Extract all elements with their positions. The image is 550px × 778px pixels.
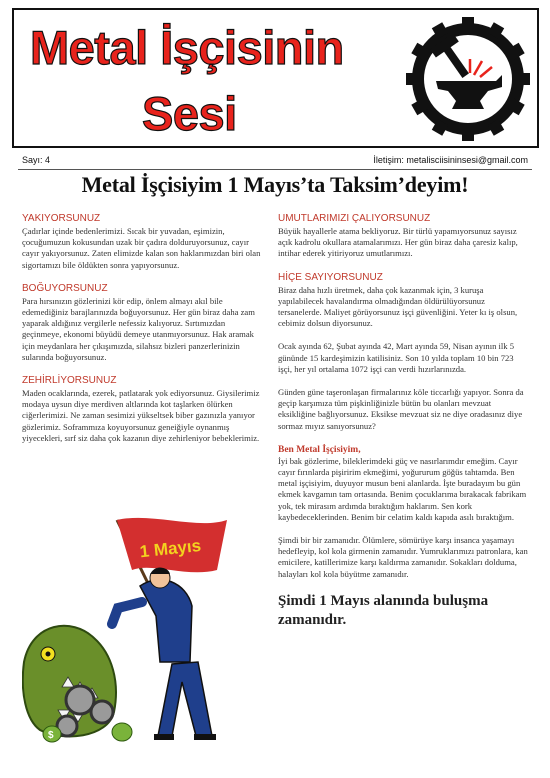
section-title-zehirliyorsunuz: ZEHİRLİYORSUNUZ bbox=[22, 375, 117, 387]
final-paragraph: Şimdi bir bir zamanıdır. Ölümlere, sömürüye karşı insanca yaşamayı hedefleyip, kol kola girmenin zamanıdır. Yumruklarımızı patronlara, kan emicilere, katillerimize karşı kaldırma zamanıdır. Sokakları dolduma, halayları kol kola büyütme zamanıdır. bbox=[278, 535, 528, 579]
flag-text: 1 Mayıs bbox=[138, 535, 202, 562]
anvil-hammer-gear-icon bbox=[405, 16, 531, 142]
section-title-hice-sayiyorsunuz: HİÇE SAYIYORSUNUZ bbox=[278, 271, 383, 283]
manifesto-paragraph: İyi bak gözlerime, bileklerimdeki güç ve nasırlarımdır emeğim. Cayır cayır fırınlarda pişiririm ekmeğimi, yoğururum göğüs tahtamda. Ben metal işçisiyim, duyuyor musun beni alanlarda. İşte buradayım bu gün ekmek kavgamın tam ortasında. Benim çocuklarıma bırakacak fabrikam yok, tek mirasım ardımda bıraktığım haklarım. Sen kork kaybedeceklerinden. Benim bir celatim kaldı kapıda asılı bıraktığım. bbox=[278, 455, 527, 522]
manifesto-title: Ben Metal İşçisiyim, bbox=[278, 444, 361, 455]
stats-paragraph: Ocak ayında 62, Şubat ayında 42, Mart ayında 59, Nisan ayının ilk 5 gününde 15 kardeşimizin katilisiniz. Son 10 yılda toplam 10 bin 723 işçi, her yıl ortalama 1072 işçi can verdi hızırlarınızda. bbox=[278, 341, 515, 374]
money-symbol: $ bbox=[48, 730, 54, 741]
section-text-boguyorsunuz: Para hırsınızın gözlerinizi kör edip, önlem almayı akıl bile edemediğiniz barajlarınızda boğuyorsunuz. Her gün biraz daha zam yaparak aldığınız vergilerle nefessiz kalıyoruz. Sırtımızdan geçinmeye, ekonomi büyüdü demeye utanmıyorsunuz. Hak aramak için meydanlara her çıkışımızda, silahsız bizleri panzerlerinizin sularında boğuyorsunuz. bbox=[22, 295, 255, 362]
left-column bbox=[22, 213, 262, 456]
section-text-zehirliyorsunuz: Maden ocaklarında, ezerek, patlatarak yok ediyorsunuz. Giysilerimiz modaya uysun diye merdiven altlarında kot taşlarken ölürken ciğerlerimizi. Ne zaman sesimizi yükseltsek biber gazınızla yanıyor gözlerimiz. Soframmıza koyuyorsunuz geneiğiyle oynanmış yiyecekleri, sırf siz daha çok kazanın diye zehirleniyor bebeklerimiz. bbox=[22, 388, 260, 443]
right-column bbox=[278, 213, 528, 630]
pressure-paragraph: Günden güne taşeronlaşan firmalarınız köle ticcarlığı yapıyor. Sonra da geçip karşımıza tüm pişkinliğinizle bütün bu olanları mevzuat eksikliğine bağlıyorsunuz. Eksikse mevzuat siz ne diye oradasınız diye sormaz mıyız sanıyorsunuz? bbox=[278, 387, 524, 431]
section-title-umutlarimizi: UMUTLARIMIZI ÇALIYORSUNUZ bbox=[278, 213, 431, 224]
issue-number: Sayı: 4 bbox=[22, 155, 51, 165]
masthead bbox=[12, 8, 539, 148]
masthead-title-line1: Metal İşçisinin bbox=[30, 21, 344, 74]
header-rule bbox=[18, 169, 532, 170]
section-title-yakiyorsunuz: YAKIYORSUNUZ bbox=[22, 213, 101, 224]
closing-statement: Şimdi 1 Mayıs alanında buluşma zamanıdır. bbox=[278, 592, 489, 628]
section-text-yakiyorsunuz: Çadırlar içinde bedenlerimizi. Sıcak bir yuvadan, eşimizin, çocuğumuzun kokusundan uzak bir çadıra dolduruyorsunuz, cayır cayır yakıyorsunuz. Zaten elimizde kalan son haklarımızdan biri olan sigortamızı bile öldükten sonra yapıyorsunuz. bbox=[22, 226, 261, 270]
section-text-hice-sayiyorsunuz: Biraz daha hızlı üretmek, daha çok kazanmak için, 3 kuruşa yapılabilecek havalandırma olmadığından öldürülüyorsunuz tersanelerde. Maliyet görüyorsunuz işçi güvenliğini. Yeter kı iş olsun, cebimiz dolsun diyorsunuz. bbox=[278, 284, 518, 329]
worker-illustration bbox=[22, 512, 262, 744]
headline: Metal İşçisiyim 1 Mayıs’ta Taksim’deyim! bbox=[81, 172, 469, 197]
section-title-boguyorsunuz: BOĞUYORSUNUZ bbox=[22, 282, 108, 294]
contact-email: İletişim: metalisciisininsesi@gmail.com bbox=[373, 155, 528, 165]
section-text-umutlarimizi: Büyük hayallerle atama bekliyoruz. Bir türlü yapamıyorsunuz sayısız açık kadrolu okullara atamalarımızı. Her gün biraz daha çaresiz kalıp, intihar ederek yitiriyoruz umutlarımızı. bbox=[278, 226, 518, 259]
masthead-title-line2: Sesi bbox=[142, 87, 237, 140]
